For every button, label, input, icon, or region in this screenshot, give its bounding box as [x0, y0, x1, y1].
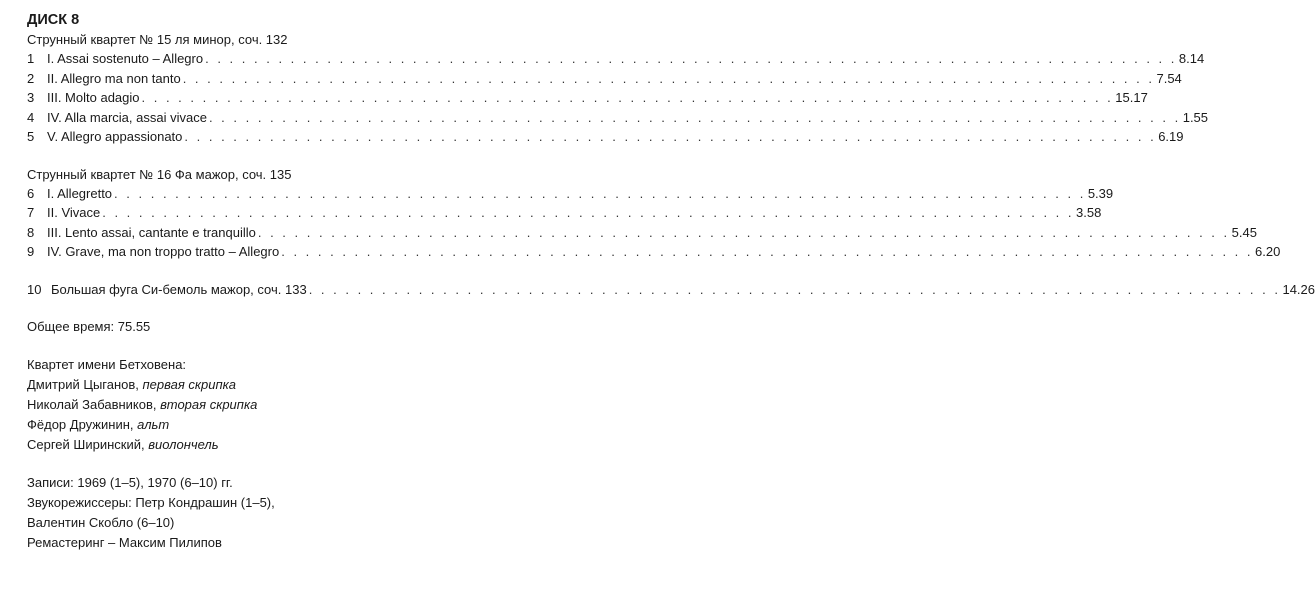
track-number: 5 — [27, 129, 35, 144]
track-row — [27, 184, 1114, 204]
performer-name: Николай Забавников, — [27, 397, 161, 412]
track-number: 3 — [27, 90, 35, 105]
track-row — [27, 127, 1184, 147]
track-duration: 14.26 — [1282, 281, 1315, 297]
ensemble-name: Квартет имени Бетховена: — [27, 357, 187, 372]
track-number: 7 — [27, 205, 35, 220]
dot-leader: . . . . . . . . . . . . . . . . . . . . . . . . . . . . . . . . . . . . . . . . . . . . . . . . . . . . . . . . . . . . . . . . . . . . . . . . . . . . . . . . — [208, 109, 1181, 125]
track-number: 4 — [27, 109, 35, 125]
track-row — [27, 49, 1205, 69]
track-title: IV. Grave, ma non troppo tratto – Allegro — [47, 244, 280, 259]
dot-leader: . . . . . . . . . . . . . . . . . . . . . . . . . . . . . . . . . . . . . . . . . . . . . . . . . . . . . . . . . . . . . . . . . . . . . . . . . . . . . . . . — [182, 70, 1155, 86]
track-number: 8 — [27, 224, 35, 240]
fugue-track-row — [27, 280, 1315, 300]
total-time: Общее время: 75.55 — [27, 319, 151, 334]
track-number: 9 — [27, 244, 35, 259]
dot-leader: . . . . . . . . . . . . . . . . . . . . . . . . . . . . . . . . . . . . . . . . . . . . . . . . . . . . . . . . . . . . . . . . . . . . . . . . . . . . . . . . — [102, 205, 1075, 220]
disc-notes — [27, 10, 1315, 553]
dot-leader: . . . . . . . . . . . . . . . . . . . . . . . . . . . . . . . . . . . . . . . . . . . . . . . . . . . . . . . . . . . . . . . . . . . . . . . . . . . . . . . . — [141, 90, 1114, 105]
performer-role: виолончель — [148, 437, 219, 452]
performer — [27, 435, 527, 455]
sound-engineers: Звукорежиссеры: Петр Кондрашин (1–5), — [27, 495, 275, 510]
performer-role: альт — [137, 417, 170, 432]
performer — [27, 415, 527, 435]
track-row — [27, 223, 1257, 243]
track-duration: 5.39 — [1087, 185, 1114, 201]
track-row — [27, 88, 1148, 108]
track-title: I. Allegretto — [47, 185, 113, 201]
performer-name: Сергей Ширинский, — [27, 437, 149, 452]
track-title: II. Allegro ma non tanto — [47, 70, 181, 86]
quartet-15-tracklist — [27, 49, 1209, 147]
track-row — [27, 69, 1182, 89]
track-duration: 6.19 — [1158, 129, 1184, 144]
performer-role: вторая скрипка — [160, 397, 258, 412]
dot-leader: . . . . . . . . . . . . . . . . . . . . . . . . . . . . . . . . . . . . . . . . . . . . . . . . . . . . . . . . . . . . . . . . . . . . . . . . . . . . . . . . — [184, 129, 1157, 144]
track-title: III. Molto adagio — [47, 90, 140, 105]
track-duration: 8.14 — [1178, 51, 1205, 66]
dot-leader: . . . . . . . . . . . . . . . . . . . . . . . . . . . . . . . . . . . . . . . . . . . . . . . . . . . . . . . . . . . . . . . . . . . . . . . . . . . . . . . . — [281, 244, 1253, 259]
disc-title: ДИСК 8 — [27, 12, 80, 28]
track-title: II. Vivace — [47, 205, 101, 220]
track-title: IV. Alla marcia, assai vivace — [47, 109, 207, 125]
dot-leader: . . . . . . . . . . . . . . . . . . . . . . . . . . . . . . . . . . . . . . . . . . . . . . . . . . . . . . . . . . . . . . . . . . . . . . . . . . . . . . . . — [257, 224, 1230, 240]
performer — [27, 395, 527, 415]
track-number: 1 — [27, 51, 35, 66]
dot-leader: . . . . . . . . . . . . . . . . . . . . . . . . . . . . . . . . . . . . . . . . . . . . . . . . . . . . . . . . . . . . . . . . . . . . . . . . . . . . . . . . — [308, 281, 1281, 297]
track-row — [27, 242, 1281, 262]
performer-name: Фёдор Дружинин, — [27, 417, 138, 432]
track-title: Большая фуга Си-бемоль мажор, соч. 133 — [51, 281, 307, 297]
remastering: Ремастеринг – Максим Пилипов — [27, 535, 222, 550]
track-duration: 7.54 — [1156, 70, 1182, 86]
track-number: 2 — [27, 70, 35, 86]
recording-dates: Записи: 1969 (1–5), 1970 (6–10) гг. — [27, 475, 233, 490]
track-duration: 6.20 — [1255, 244, 1281, 259]
quartet-16-tracklist — [27, 184, 1281, 262]
track-row — [27, 108, 1209, 128]
track-title: V. Allegro appassionato — [47, 129, 183, 144]
quartet-16-title: Струнный квартет № 16 Фа мажор, соч. 135 — [27, 166, 292, 182]
performer-role: первая скрипка — [142, 377, 237, 392]
track-duration: 3.58 — [1076, 205, 1102, 220]
track-number: 6 — [27, 185, 35, 201]
track-number: 10 — [27, 281, 42, 297]
dot-leader: . . . . . . . . . . . . . . . . . . . . . . . . . . . . . . . . . . . . . . . . . . . . . . . . . . . . . . . . . . . . . . . . . . . . . . . . . . . . . . . . — [114, 185, 1086, 201]
track-duration: 5.45 — [1231, 224, 1257, 240]
performer-name: Дмитрий Цыганов, — [27, 377, 143, 392]
track-duration: 1.55 — [1182, 109, 1209, 125]
track-row — [27, 203, 1102, 223]
quartet-15-title: Струнный квартет № 15 ля минор, соч. 132 — [27, 32, 288, 47]
sound-engineers-cont: Валентин Скобло (6–10) — [27, 515, 175, 530]
track-duration: 15.17 — [1115, 90, 1148, 105]
track-title: III. Lento assai, cantante e tranquillo — [47, 224, 256, 240]
dot-leader: . . . . . . . . . . . . . . . . . . . . . . . . . . . . . . . . . . . . . . . . . . . . . . . . . . . . . . . . . . . . . . . . . . . . . . . . . . . . . . . . — [205, 51, 1177, 66]
track-title: I. Assai sostenuto – Allegro — [47, 51, 204, 66]
performer — [27, 375, 527, 395]
